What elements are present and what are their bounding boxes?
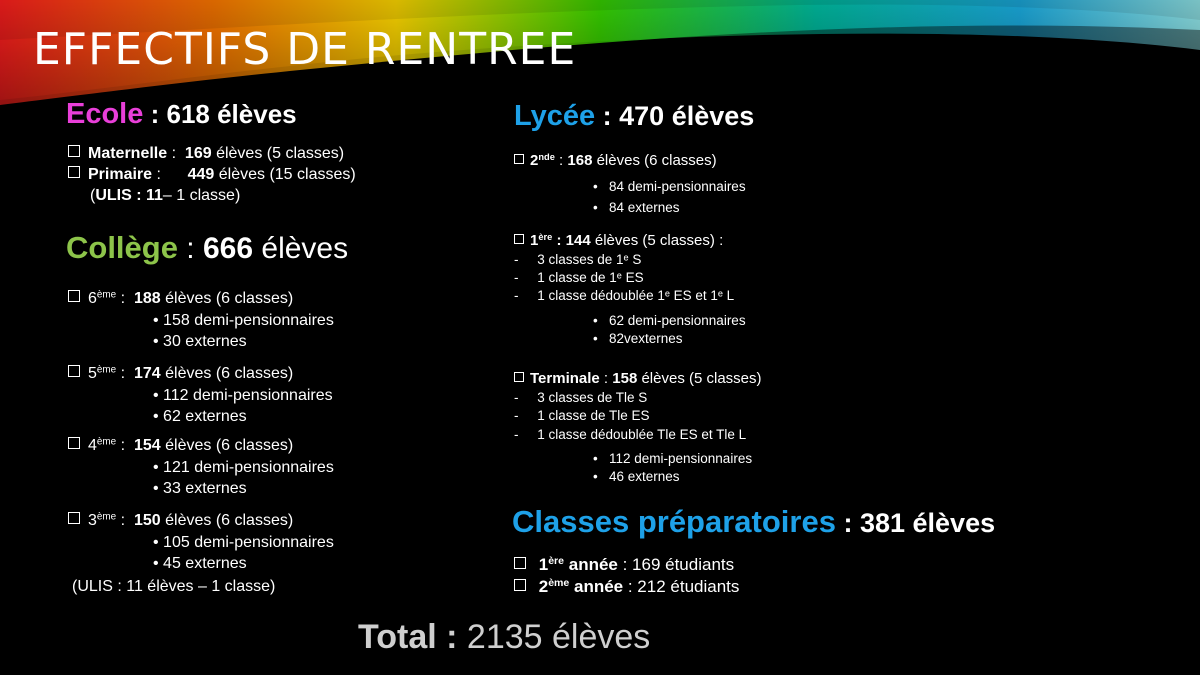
prepa-total: : 381 élèves bbox=[835, 508, 996, 538]
college-level-3-dp: • 105 demi-pensionnaires bbox=[153, 534, 334, 551]
lycee-heading bbox=[514, 100, 754, 133]
lycee-premiere-class-3: - 1 classe dédoublée 1ᵉ ES et 1ᵉ L bbox=[514, 288, 735, 303]
college-level-2-dp: • 121 demi-pensionnaires bbox=[153, 459, 334, 476]
grand-total: Total : 2135 élèves bbox=[358, 618, 651, 656]
checkbox-bullet-icon bbox=[68, 166, 80, 178]
college-name: Collège bbox=[66, 230, 178, 265]
lycee-terminale-dp: • 112 demi-pensionnaires bbox=[593, 451, 753, 466]
college-level-3: 3ème : 150 élèves (6 classes) bbox=[68, 512, 293, 530]
college-level-2-ext: • 33 externes bbox=[153, 480, 247, 497]
checkbox-bullet-icon bbox=[68, 145, 80, 157]
college-level-0: 6ème : 188 élèves (6 classes) bbox=[68, 290, 293, 308]
college-heading: Collège : 666 élèves bbox=[66, 230, 349, 265]
page-title: EFFECTIFS DE RENTREE bbox=[33, 24, 577, 75]
ecole-name: Ecole bbox=[66, 98, 144, 130]
college-level-1-dp: • 112 demi-pensionnaires bbox=[153, 387, 333, 404]
lycee-seconde-ext: • 84 externes bbox=[593, 200, 680, 215]
prepa-first-year: 1ère année : 169 étudiants bbox=[514, 555, 734, 575]
lycee-name: Lycée bbox=[514, 100, 596, 132]
lycee-premiere-class-1: - 3 classes de 1ᵉ S bbox=[514, 252, 642, 267]
lycee-terminale-class-1: - 3 classes de Tle S bbox=[514, 390, 648, 405]
prepa-heading bbox=[512, 504, 995, 540]
college-ulis: (ULIS : 11 élèves – 1 classe) bbox=[72, 578, 276, 595]
checkbox-bullet-icon bbox=[68, 365, 80, 377]
checkbox-bullet-icon bbox=[68, 512, 80, 524]
checkbox-bullet-icon bbox=[514, 234, 524, 244]
lycee-premiere-dp: • 62 demi-pensionnaires bbox=[593, 313, 746, 328]
prepa-name: Classes préparatoires bbox=[512, 504, 836, 539]
lycee-premiere-class-2: - 1 classe de 1ᵉ ES bbox=[514, 270, 644, 285]
lycee-total: : 470 élèves bbox=[595, 101, 755, 131]
college-level-3-ext: • 45 externes bbox=[153, 555, 247, 572]
lycee-premiere-ext: • 82vexternes bbox=[593, 331, 683, 346]
ecole-ulis: (ULIS : 11– 1 classe) bbox=[90, 187, 241, 204]
checkbox-bullet-icon bbox=[514, 557, 526, 569]
college-level-0-ext: • 30 externes bbox=[153, 333, 247, 350]
lycee-terminale-class-3: - 1 classe dédoublée Tle ES et Tle L bbox=[514, 427, 747, 442]
checkbox-bullet-icon bbox=[514, 372, 524, 382]
checkbox-bullet-icon bbox=[514, 579, 526, 591]
checkbox-bullet-icon bbox=[68, 437, 80, 449]
college-level-2: 4ème : 154 élèves (6 classes) bbox=[68, 437, 293, 455]
ecole-maternelle: Maternelle : 169 élèves (5 classes) bbox=[68, 145, 344, 163]
prepa-second-year: 2ème année : 212 étudiants bbox=[514, 577, 739, 597]
college-level-0-dp: • 158 demi-pensionnaires bbox=[153, 312, 334, 329]
ecole-primaire: Primaire : 449 élèves (15 classes) bbox=[68, 166, 356, 184]
college-level-1: 5ème : 174 élèves (6 classes) bbox=[68, 365, 293, 383]
ecole-heading bbox=[66, 98, 297, 131]
checkbox-bullet-icon bbox=[68, 290, 80, 302]
lycee-terminale: Terminale : 158 élèves (5 classes) bbox=[514, 370, 762, 387]
lycee-terminale-ext: • 46 externes bbox=[593, 469, 680, 484]
lycee-premiere: 1ère : 144 élèves (5 classes) : bbox=[514, 232, 723, 249]
college-level-1-ext: • 62 externes bbox=[153, 408, 247, 425]
checkbox-bullet-icon bbox=[514, 154, 524, 164]
lycee-terminale-class-2: - 1 classe de Tle ES bbox=[514, 408, 650, 423]
lycee-seconde: 2nde : 168 élèves (6 classes) bbox=[514, 152, 717, 169]
ecole-total: : 618 élèves bbox=[143, 99, 297, 129]
lycee-seconde-dp: • 84 demi-pensionnaires bbox=[593, 179, 746, 194]
